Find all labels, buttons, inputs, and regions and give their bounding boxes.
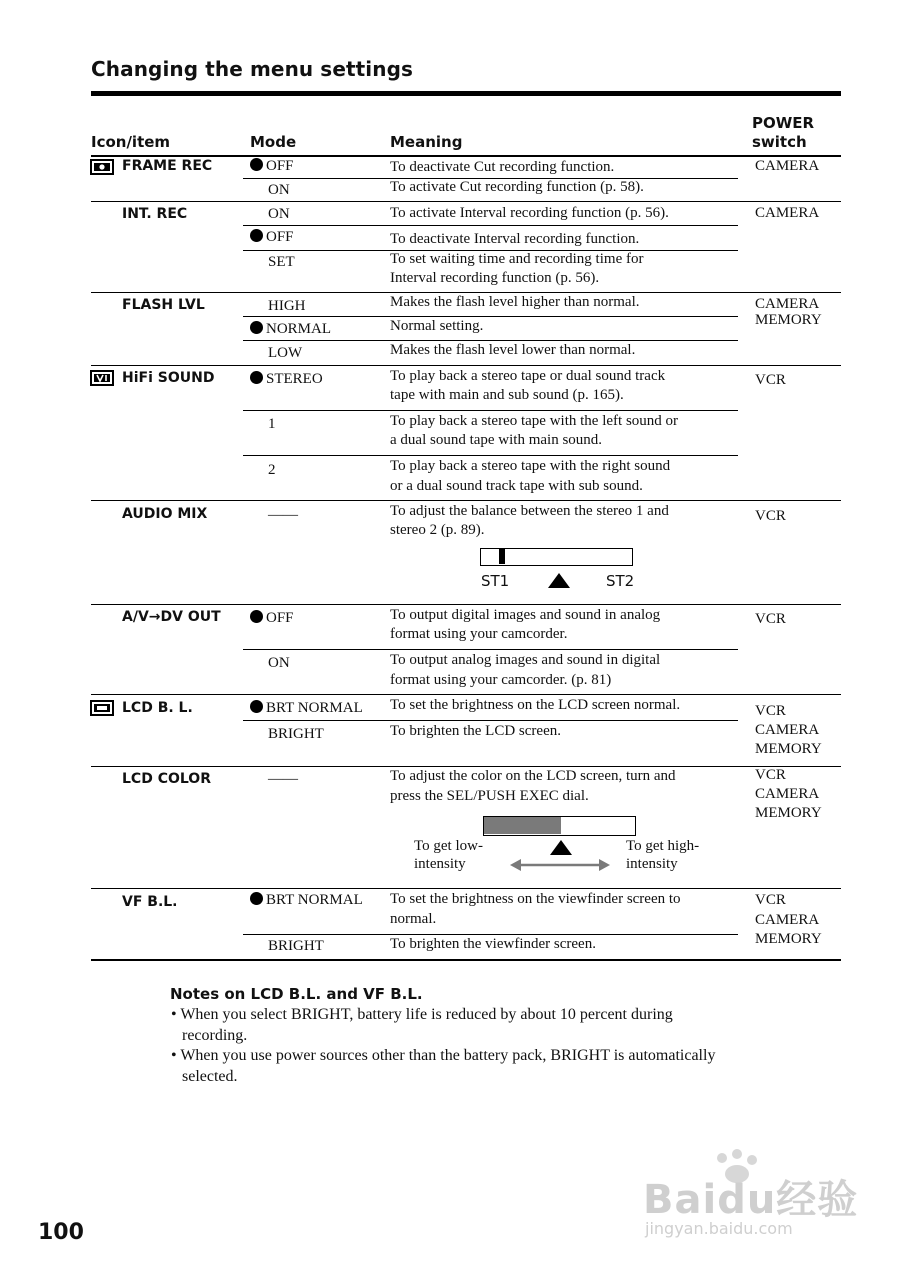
mode-hifi-2: 2 xyxy=(268,462,276,478)
header-rule xyxy=(91,155,841,157)
mode-frame-rec-on: ON xyxy=(268,182,290,198)
power-vf-1: VCR xyxy=(755,892,786,908)
meaning-int-rec-off: To deactivate Interval recording function. xyxy=(390,231,640,247)
meaning-int-rec-set-2: Interval recording function (p. 56). xyxy=(390,270,600,286)
meaning-frame-rec-on: To activate Cut recording function (p. 58). xyxy=(390,179,644,195)
title-rule xyxy=(91,91,841,96)
label-st1: ST1 xyxy=(481,572,510,590)
power-audio-mix: VCR xyxy=(755,508,786,524)
mode-hifi-1: 1 xyxy=(268,416,276,432)
label-high-2: intensity xyxy=(626,856,678,872)
header-mode: Mode xyxy=(250,133,297,151)
setup-mode-icon xyxy=(90,700,114,716)
meaning-av-on-1: To output analog images and sound in digital xyxy=(390,652,661,668)
item-flash-lvl: FLASH LVL xyxy=(122,297,205,313)
meaning-vf-brt-normal-1: To set the brightness on the viewfinder screen to xyxy=(390,891,681,907)
default-dot-icon xyxy=(250,892,263,905)
item-int-rec: INT. REC xyxy=(122,206,188,222)
mode-int-rec-set: SET xyxy=(268,254,295,270)
item-hifi-sound: HiFi SOUND xyxy=(122,370,215,386)
meaning-int-rec-on: To activate Interval recording function (p. 56). xyxy=(390,205,669,221)
meaning-hifi-1-2: a dual sound tape with main sound. xyxy=(390,432,603,448)
meaning-flash-normal: Normal setting. xyxy=(390,318,484,334)
meaning-vf-brt-normal-2: normal. xyxy=(390,911,437,927)
meaning-lcd-color-1: To adjust the color on the LCD screen, turn and xyxy=(390,768,676,784)
label-low-1: To get low- xyxy=(414,838,483,854)
meaning-vf-bright: To brighten the viewfinder screen. xyxy=(390,936,596,952)
section-rule xyxy=(91,500,841,501)
balance-bar xyxy=(480,548,633,566)
mode-hifi-stereo: STEREO xyxy=(250,370,323,390)
item-vf-bl: VF B.L. xyxy=(122,894,178,910)
section-rule xyxy=(91,201,841,202)
item-lcd-bl: LCD B. L. xyxy=(122,700,193,716)
meaning-hifi-stereo-1: To play back a stereo tape or dual sound track xyxy=(390,368,666,384)
vcr-mode-icon xyxy=(90,370,114,386)
section-rule xyxy=(91,604,841,605)
power-lcd-color-3: MEMORY xyxy=(755,805,822,821)
power-lcd-color-1: VCR xyxy=(755,767,786,783)
item-lcd-color: LCD COLOR xyxy=(122,771,211,787)
triangle-up-icon xyxy=(548,573,570,588)
section-rule xyxy=(91,365,841,366)
meaning-hifi-2-1: To play back a stereo tape with the right sound xyxy=(390,458,671,474)
watermark-logo: Baidu经验 xyxy=(643,1177,859,1223)
paw-logo-icon xyxy=(642,1148,682,1170)
meaning-audio-mix-1: To adjust the balance between the stereo 1 and xyxy=(390,503,669,519)
meaning-audio-mix-2: stereo 2 (p. 89). xyxy=(390,522,485,538)
meaning-flash-high: Makes the flash level higher than normal. xyxy=(390,294,640,310)
default-dot-icon xyxy=(250,321,263,334)
meaning-hifi-1-1: To play back a stereo tape with the left sound or xyxy=(390,413,679,429)
power-lcd-bl-3: MEMORY xyxy=(755,741,822,757)
meaning-av-off-2: format using your camcorder. xyxy=(390,626,568,642)
power-lcd-bl-2: CAMERA xyxy=(755,722,820,738)
camera-mode-icon xyxy=(90,159,114,175)
meaning-lcd-color-2: press the SEL/PUSH EXEC dial. xyxy=(390,788,589,804)
label-low-2: intensity xyxy=(414,856,466,872)
power-vf-3: MEMORY xyxy=(755,931,822,947)
mode-av-off: OFF xyxy=(250,609,294,629)
meaning-av-off-1: To output digital images and sound in analog xyxy=(390,607,661,623)
note-bullet-1: • When you select BRIGHT, battery life is reduced by about 10 percent during recording. xyxy=(171,1006,673,1044)
power-flash-2: MEMORY xyxy=(755,312,822,328)
watermark-url: jingyan.baidu.com xyxy=(645,1219,793,1238)
power-lcd-bl-1: VCR xyxy=(755,703,786,719)
header-power-2: switch xyxy=(752,133,807,151)
row-rule xyxy=(243,720,738,721)
label-high-1: To get high- xyxy=(626,838,700,854)
mode-lcd-bright: BRIGHT xyxy=(268,726,324,742)
meaning-int-rec-set-1: To set waiting time and recording time for xyxy=(390,251,644,267)
header-icon-item: Icon/item xyxy=(91,133,171,151)
row-rule xyxy=(243,410,738,411)
section-rule xyxy=(91,888,841,889)
mode-vf-bright: BRIGHT xyxy=(268,938,324,954)
section-rule xyxy=(91,694,841,695)
power-hifi: VCR xyxy=(755,372,786,388)
mode-int-rec-on: ON xyxy=(268,206,290,222)
default-dot-icon xyxy=(250,700,263,713)
meaning-flash-low: Makes the flash level lower than normal. xyxy=(390,342,636,358)
balance-slider-knob xyxy=(499,549,505,564)
meaning-hifi-stereo-2: tape with main and sub sound (p. 165). xyxy=(390,387,624,403)
mode-audio-mix: —— xyxy=(268,507,298,523)
item-av-dv-out: A/V→DV OUT xyxy=(122,609,221,625)
mode-lcd-color: —— xyxy=(268,771,298,787)
item-frame-rec: FRAME REC xyxy=(122,158,213,174)
power-vf-2: CAMERA xyxy=(755,912,820,928)
meaning-frame-rec-off: To deactivate Cut recording function. xyxy=(390,159,615,175)
mode-av-on: ON xyxy=(268,655,290,671)
power-av: VCR xyxy=(755,611,786,627)
double-arrow-icon xyxy=(510,858,610,872)
page-title: Changing the menu settings xyxy=(91,57,414,81)
triangle-up-icon xyxy=(550,840,572,855)
table-bottom-rule xyxy=(91,959,841,961)
mode-flash-high: HIGH xyxy=(268,298,306,314)
row-rule xyxy=(243,316,738,317)
default-dot-icon xyxy=(250,158,263,171)
meaning-av-on-2: format using your camcorder. (p. 81) xyxy=(390,672,612,688)
note-bullet-2: • When you use power sources other than the battery pack, BRIGHT is automatically selected. xyxy=(171,1047,716,1085)
color-level-bar xyxy=(483,816,636,836)
row-rule xyxy=(243,455,738,456)
mode-flash-normal: NORMAL xyxy=(250,320,331,340)
meaning-lcd-bright: To brighten the LCD screen. xyxy=(390,723,561,739)
meaning-hifi-2-2: or a dual sound track tape with sub sound. xyxy=(390,478,643,494)
mode-flash-low: LOW xyxy=(268,345,303,361)
mode-lcd-brt-normal: BRT NORMAL xyxy=(250,699,363,719)
notes-title: Notes on LCD B.L. and VF B.L. xyxy=(170,985,423,1003)
power-lcd-color-2: CAMERA xyxy=(755,786,820,802)
meaning-lcd-brt-normal: To set the brightness on the LCD screen normal. xyxy=(390,697,681,713)
power-flash-1: CAMERA xyxy=(755,296,820,312)
default-dot-icon xyxy=(250,229,263,242)
power-int-rec: CAMERA xyxy=(755,205,820,221)
color-level-fill xyxy=(484,817,561,834)
bullet-icon: • xyxy=(171,1006,177,1023)
label-st2: ST2 xyxy=(606,572,635,590)
header-meaning: Meaning xyxy=(390,133,463,151)
default-dot-icon xyxy=(250,371,263,384)
default-dot-icon xyxy=(250,610,263,623)
mode-vf-brt-normal: BRT NORMAL xyxy=(250,891,363,911)
bullet-icon: • xyxy=(171,1047,177,1064)
mode-frame-rec-off: OFF xyxy=(250,157,294,177)
page-number: 100 xyxy=(38,1220,84,1245)
mode-int-rec-off: OFF xyxy=(250,228,294,248)
row-rule xyxy=(243,649,738,650)
header-power-1: POWER xyxy=(752,114,815,132)
power-frame-rec: CAMERA xyxy=(755,158,820,174)
row-rule xyxy=(243,225,738,226)
item-audio-mix: AUDIO MIX xyxy=(122,506,208,522)
